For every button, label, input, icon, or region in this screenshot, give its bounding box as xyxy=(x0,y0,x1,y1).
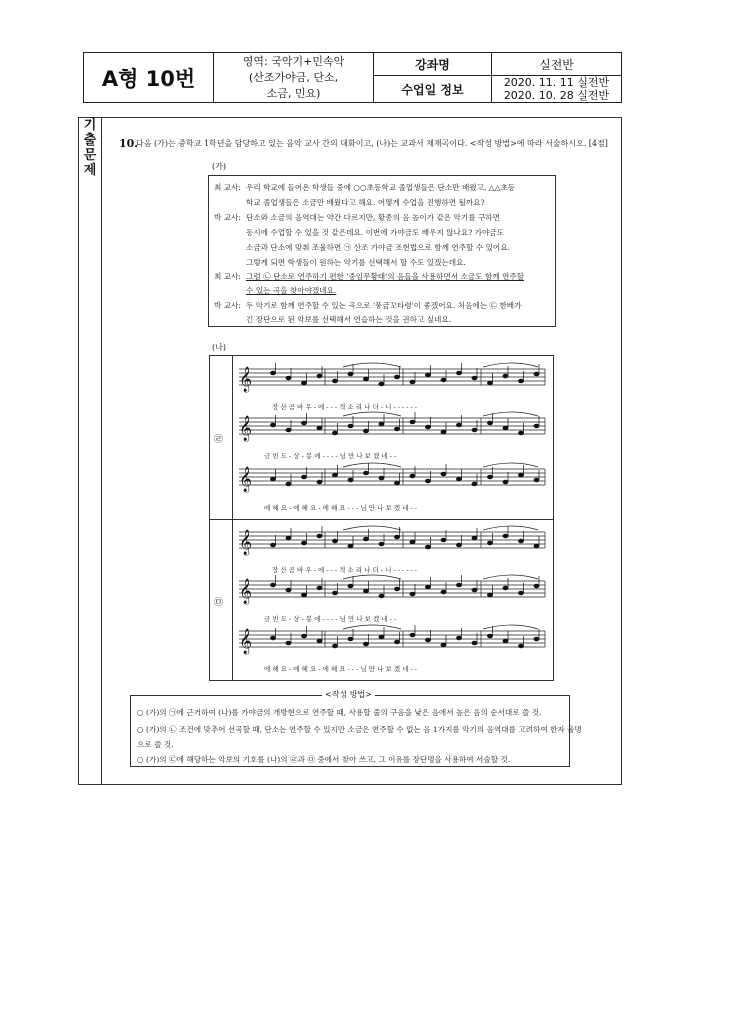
side-label-char: 출 xyxy=(83,133,97,148)
note-head xyxy=(456,477,461,481)
slur xyxy=(343,625,538,629)
dialogue-line: 그럼 ㉡ 단소로 연주하기 편한 '중임무황태'의 음들을 사용하면서 소금도 함께 연주할 xyxy=(246,272,524,281)
note-head xyxy=(363,377,368,381)
slur xyxy=(343,526,538,530)
method-item: ○ (가)의 ㉠에 근거하여 (나)를 가야금의 개방현으로 연주할 때, 사용할 줄의 구음을 낮은 음에서 높은 음의 순서대로 쓸 것. xyxy=(137,708,542,717)
note-head xyxy=(472,376,477,380)
part-a-label: (가) xyxy=(212,162,226,171)
note-head xyxy=(379,542,384,546)
method-title: <작성 방법> xyxy=(322,689,375,700)
note-head xyxy=(348,584,353,588)
note-head xyxy=(487,634,492,638)
date-line: 2020. 10. 28 실전반 xyxy=(503,89,610,102)
treble-clef-icon: 𝄞 xyxy=(239,367,253,392)
note-head xyxy=(286,376,291,380)
dialogue-line: 단소와 소금의 음역대는 약간 다르지만, 황종의 음 높이가 같은 악기를 구하면 xyxy=(246,213,500,222)
dialogue-line: 우리 학교에 들어온 학생들 중에 ○○초등학교 졸업생들은 단소만 배웠고, △△초등 xyxy=(246,183,516,192)
note-head xyxy=(301,421,306,425)
note-head xyxy=(487,421,492,425)
note-head xyxy=(286,482,291,486)
note-head xyxy=(456,371,461,375)
note-head xyxy=(317,534,322,538)
course-label: 강좌명 xyxy=(374,53,492,76)
note-head xyxy=(363,471,368,475)
speaker: 최 교사: xyxy=(214,272,241,281)
question-text: 다음 (가)는 중학교 1학년을 담당하고 있는 음악 교사 간의 대화이고, (나)는 교과서 제재곡이다. <작성 방법>에 따라 서술하시오. [4점] xyxy=(136,139,608,148)
note-head xyxy=(270,371,275,375)
side-label-char: 문 xyxy=(83,148,97,163)
note-head xyxy=(301,634,306,638)
note-head xyxy=(317,374,322,378)
dialogue-line: 긴 장단으로 된 악보를 선택해서 연습하는 것을 권하고 싶네요. xyxy=(246,315,452,324)
exam-type-label: A형 10번 xyxy=(84,53,214,103)
note-head xyxy=(317,480,322,484)
note-head xyxy=(487,541,492,545)
lyrics-line: 장 산 곰 바 우 - 에 - - - 적 소 리 나 더 - 니 - - - - - - xyxy=(272,566,417,574)
side-label-char: 기 xyxy=(83,118,97,133)
note-head xyxy=(394,535,399,539)
note-head xyxy=(472,482,477,486)
note-head xyxy=(441,590,446,594)
note-head xyxy=(270,636,275,640)
note-head xyxy=(503,639,508,643)
note-head xyxy=(518,591,523,595)
note-head xyxy=(487,475,492,479)
speaker: 박 교사: xyxy=(214,213,241,222)
note-head xyxy=(332,473,337,477)
note-head xyxy=(332,644,337,648)
note-head xyxy=(379,476,384,480)
lyrics-line: 장 산 곰 바 우 - 에 - - - 적 소 리 나 더 - 니 - - - - - - xyxy=(272,403,417,411)
note-head xyxy=(456,543,461,547)
lyrics-line: 에 헤 요 - 에 헤 요 - 에 헤 요 - - - 님 만 나 보 겠 네 - - xyxy=(264,504,417,512)
method-item: ○ (가)의 ㉡ 조건에 맞추어 선곡할 때, 단소는 연주할 수 있지만 소금은 연주할 수 없는 음 1가지를 악기의 음역대를 고려하여 한자 율명 xyxy=(137,725,582,734)
note-head xyxy=(534,637,539,641)
slur xyxy=(343,412,538,416)
note-head xyxy=(441,378,446,382)
part-b-label: (나) xyxy=(212,343,226,352)
note-head xyxy=(518,379,523,383)
note-head xyxy=(301,541,306,545)
area-line: 소금, 민요) xyxy=(266,86,321,100)
note-head xyxy=(394,640,399,644)
note-head xyxy=(472,588,477,592)
note-head xyxy=(363,589,368,593)
note-head xyxy=(286,428,291,432)
note-head xyxy=(286,536,291,540)
note-head xyxy=(363,537,368,541)
note-head xyxy=(332,591,337,595)
note-head xyxy=(286,588,291,592)
header-table xyxy=(83,52,622,103)
note-head xyxy=(301,475,306,479)
note-head xyxy=(472,536,477,540)
note-head xyxy=(425,425,430,429)
note-head xyxy=(348,544,353,548)
note-head xyxy=(441,430,446,434)
question-number: 10. xyxy=(119,137,139,150)
note-head xyxy=(394,427,399,431)
slur xyxy=(343,575,538,579)
note-head xyxy=(503,374,508,378)
side-divider xyxy=(101,117,102,785)
note-head xyxy=(301,381,306,385)
dialogue-line: 학교 졸업생들은 소금만 배웠다고 해요. 어떻게 수업을 진행하면 될까요? xyxy=(246,198,485,207)
note-head xyxy=(286,641,291,645)
note-head xyxy=(441,538,446,542)
note-head xyxy=(348,372,353,376)
note-head xyxy=(332,431,337,435)
note-head xyxy=(441,472,446,476)
note-head xyxy=(410,380,415,384)
dialogue-line: 그렇게 되면 학생들이 원하는 악기를 선택해서 할 수도 있겠는데요. xyxy=(246,258,466,267)
note-head xyxy=(410,540,415,544)
note-head xyxy=(394,481,399,485)
note-head xyxy=(518,539,523,543)
note-head xyxy=(379,422,384,426)
treble-clef-icon: 𝄞 xyxy=(239,467,253,492)
note-head xyxy=(518,644,523,648)
note-head xyxy=(456,423,461,427)
note-head xyxy=(410,592,415,596)
note-head xyxy=(425,638,430,642)
lyrics-line: 금 빈 도 - 상 - 봉 에 - - - - 님 만 나 보 겠 네 - - xyxy=(264,615,397,623)
lyrics-line: 에 헤 요 - 에 헤 요 - 에 헤 요 - - - 님 만 나 보 겠 네 - - xyxy=(264,665,417,673)
note-head xyxy=(348,478,353,482)
section-b-mark: ㉤ xyxy=(214,598,224,608)
note-head xyxy=(487,593,492,597)
area-cell xyxy=(214,53,374,103)
note-head xyxy=(317,586,322,590)
note-head xyxy=(363,429,368,433)
section-a-mark: ㉣ xyxy=(214,435,224,445)
speaker: 박 교사: xyxy=(214,301,241,310)
note-head xyxy=(410,420,415,424)
note-head xyxy=(270,583,275,587)
treble-clef-icon: 𝄞 xyxy=(239,416,253,441)
note-head xyxy=(518,431,523,435)
speaker: 최 교사: xyxy=(214,183,241,192)
note-head xyxy=(425,585,430,589)
note-head xyxy=(317,426,322,430)
note-head xyxy=(425,479,430,483)
slur xyxy=(343,363,538,367)
note-head xyxy=(472,641,477,645)
note-head xyxy=(270,423,275,427)
treble-clef-icon: 𝄞 xyxy=(239,629,253,654)
note-head xyxy=(379,382,384,386)
note-head xyxy=(518,473,523,477)
dates-cell xyxy=(492,76,622,103)
note-head xyxy=(534,544,539,548)
dialogue-line: 수 있는 곡을 찾아야겠네요. xyxy=(246,286,337,295)
area-line: 영역: 국악기+민속악 xyxy=(242,54,345,68)
note-head xyxy=(379,594,384,598)
note-head xyxy=(425,373,430,377)
note-head xyxy=(472,428,477,432)
side-label-char: 제 xyxy=(83,163,97,178)
lyrics-line: 금 빈 도 - 상 - 봉 에 - - - - 님 만 나 보 겠 네 - - xyxy=(264,452,397,460)
note-head xyxy=(410,633,415,637)
note-head xyxy=(394,375,399,379)
note-head xyxy=(503,534,508,538)
dialogue-line: 두 악기로 함께 연주할 수 있는 곡으로 '풍금꼬타령'이 좋겠어요. 처음에는 ㉢ 한배가 xyxy=(246,301,522,310)
note-head xyxy=(348,637,353,641)
note-head xyxy=(456,636,461,640)
note-head xyxy=(348,424,353,428)
note-head xyxy=(270,543,275,547)
note-head xyxy=(503,586,508,590)
course-value: 실전반 xyxy=(492,53,622,76)
note-head xyxy=(317,639,322,643)
note-head xyxy=(394,587,399,591)
dialogue-line: 소금과 단소에 맞춰 조율하면 ㉠ 산조 가야금 조현법으로 함께 연주할 수 있어요. xyxy=(246,243,510,252)
note-head xyxy=(534,584,539,588)
treble-clef-icon: 𝄞 xyxy=(239,579,253,604)
note-head xyxy=(425,545,430,549)
note-head xyxy=(332,379,337,383)
method-item: ○ (가)의 ㉢에 해당하는 악보의 기호를 (나)의 ㉣과 ㉤ 중에서 찾아 쓰고, 그 이유를 장단명을 사용하여 서술할 것. xyxy=(137,755,511,764)
note-head xyxy=(534,424,539,428)
note-head xyxy=(270,477,275,481)
note-head xyxy=(379,635,384,639)
note-head xyxy=(363,642,368,646)
dialogue-line: 동시에 수업할 수 있을 것 같은데요. 이번에 가야금도 배우지 않나요? 가야금도 xyxy=(246,228,505,237)
treble-clef-icon: 𝄞 xyxy=(239,530,253,555)
note-head xyxy=(301,593,306,597)
note-head xyxy=(441,643,446,647)
side-label xyxy=(80,118,100,178)
note-head xyxy=(332,539,337,543)
date-label: 수업일 정보 xyxy=(374,76,492,103)
note-head xyxy=(503,426,508,430)
slur xyxy=(343,463,538,467)
note-head xyxy=(487,381,492,385)
note-head xyxy=(456,583,461,587)
note-head xyxy=(534,372,539,376)
note-head xyxy=(503,480,508,484)
note-head xyxy=(534,478,539,482)
method-item: 으로 쓸 것. xyxy=(137,740,174,749)
date-line: 2020. 11. 11 실전반 xyxy=(503,76,610,89)
area-line: (산조가야금, 단소, xyxy=(248,70,339,84)
note-head xyxy=(410,474,415,478)
